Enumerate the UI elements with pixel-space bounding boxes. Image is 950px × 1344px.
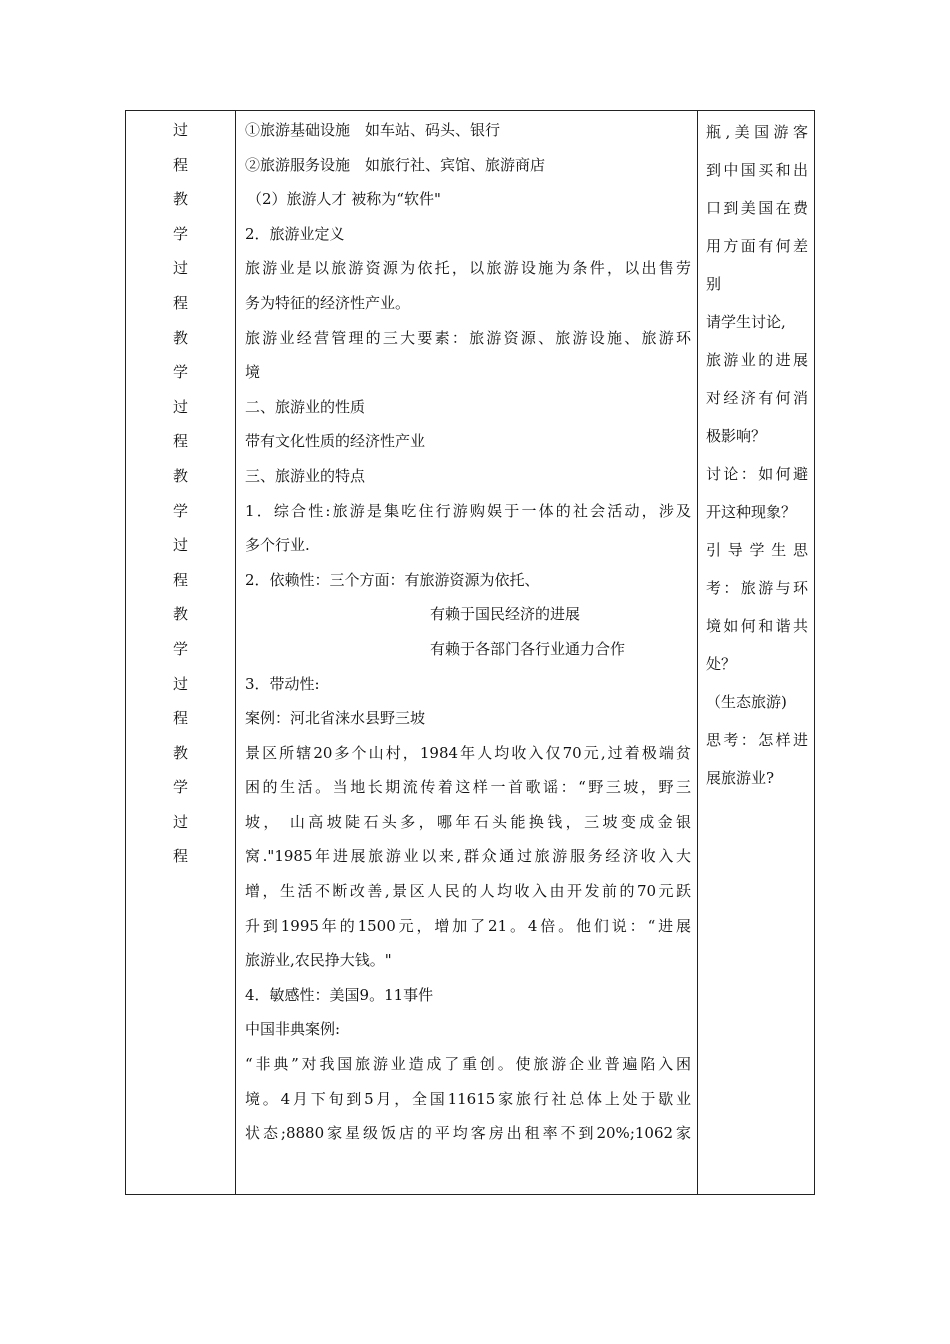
discussion-line: 境如何和谐共 xyxy=(706,617,808,635)
discussion-line: 讨论：如何避 xyxy=(706,465,808,483)
content-line: 案例：河北省涞水县野三坡 xyxy=(245,709,426,728)
label-char: 程 xyxy=(172,847,188,866)
section-heading: 二、旅游业的性质 xyxy=(245,397,366,416)
content-line: ②旅游服务设施 如旅行社、宾馆、旅游商店 xyxy=(245,155,546,174)
lesson-table xyxy=(125,110,815,1195)
label-char: 教 xyxy=(172,466,188,485)
label-char: 程 xyxy=(172,570,188,589)
content-line: 务为特征的经济性产业。 xyxy=(245,293,411,312)
label-char: 程 xyxy=(172,432,188,451)
label-char: 程 xyxy=(172,293,188,312)
content-line: 2．依赖性：三个方面：有旅游资源为依托、 xyxy=(245,570,540,589)
label-char: 过 xyxy=(172,536,188,555)
label-char: 教 xyxy=(172,190,188,209)
label-char: 过 xyxy=(172,121,188,139)
label-char: 过 xyxy=(172,397,188,416)
label-char: 学 xyxy=(172,501,188,520)
content-line: 多个行业. xyxy=(245,536,310,555)
discussion-line: 用方面有何差 xyxy=(706,237,808,255)
label-char: 学 xyxy=(172,639,188,658)
discussion-line: 请学生讨论, xyxy=(706,313,786,331)
content-line: 旅游业经营管理的三大要素：旅游资源、旅游设施、旅游环 xyxy=(245,328,691,347)
discussion-line: 开这种现象？ xyxy=(706,503,797,521)
content-line: 坡， 山高坡陡石头多，哪年石头能换钱，三坡变成金银 xyxy=(245,812,691,831)
content-line: 境。4月下旬到5月，全国11615家旅行社总体上处于歇业 xyxy=(245,1089,691,1108)
section-heading: 2．旅游业定义 xyxy=(245,224,345,243)
discussion-line: 到中国买和出 xyxy=(706,161,808,179)
content-line: 3．带动性: xyxy=(245,674,320,693)
content-line: “非典”对我国旅游业造成了重创。使旅游企业普遍陷入困 xyxy=(245,1055,691,1074)
label-char: 教 xyxy=(172,605,188,624)
discussion-line: 思考：怎样进 xyxy=(706,731,808,749)
vertical-label xyxy=(126,111,235,874)
content-line: 带有文化性质的经济性产业 xyxy=(245,432,426,451)
content-line: 增，生活不断改善,景区人民的人均收入由开发前的70元跃 xyxy=(245,882,691,901)
label-char: 学 xyxy=(172,778,188,797)
content-line: 1．综合性:旅游是集吃住行游购娱于一体的社会活动，涉及 xyxy=(245,501,691,520)
discussion-line: 别 xyxy=(706,275,722,293)
content-line: 困的生活。当地长期流传着这样一首歌谣：“野三坡，野三 xyxy=(245,778,691,797)
discussion-line: （生态旅游) xyxy=(706,693,787,711)
label-char: 学 xyxy=(172,363,188,382)
label-char: 程 xyxy=(172,709,188,728)
discussion-line: 瓶,美国游客 xyxy=(706,123,808,141)
discussion-column xyxy=(698,111,814,1194)
discussion-line: 展旅游业? xyxy=(706,769,775,787)
content-line: 4．敏感性：美国9。11事件 xyxy=(245,985,434,1004)
label-char: 程 xyxy=(172,155,188,174)
process-label-column xyxy=(126,111,236,1194)
label-char: 教 xyxy=(172,743,188,762)
content-line: 升到1995年的1500元，增加了21。4倍。他们说：“进展 xyxy=(245,916,691,935)
content-line: ①旅游基础设施 如车站、码头、银行 xyxy=(245,121,501,139)
content-line: 窝."1985年进展旅游业以来,群众通过旅游服务经济收入大 xyxy=(245,847,691,866)
content-line: 中国非典案例: xyxy=(245,1020,341,1039)
label-char: 过 xyxy=(172,259,188,278)
content-line: 旅游业,农民挣大钱。" xyxy=(245,951,392,970)
discussion-line: 旅游业的进展 xyxy=(706,351,808,369)
content-line: 有赖于各部门各行业通力合作 xyxy=(430,639,626,658)
content-line: 状态;8880家星级饭店的平均客房出租率不到20%;1062家 xyxy=(245,1124,691,1143)
discussion-line: 考：旅游与环 xyxy=(706,579,808,597)
content-line: 境 xyxy=(245,363,261,382)
content-line: 景区所辖20多个山村，1984年人均收入仅70元,过着极端贫 xyxy=(245,743,691,762)
discussion-line: 对经济有何消 xyxy=(706,389,808,407)
section-heading: 三、旅游业的特点 xyxy=(245,466,366,485)
content-line: （2）旅游人才 被称为“软件" xyxy=(247,190,441,209)
discussion-line: 口到美国在费 xyxy=(706,199,808,217)
discussion-line: 处？ xyxy=(706,655,737,673)
content-line: 有赖于国民经济的进展 xyxy=(430,605,581,624)
label-char: 教 xyxy=(172,328,188,347)
discussion-line: 极影响？ xyxy=(706,427,767,445)
label-char: 过 xyxy=(172,812,188,831)
label-char: 学 xyxy=(172,224,188,243)
content-line: 旅游业是以旅游资源为依托，以旅游设施为条件，以出售劳 xyxy=(245,259,691,278)
label-char: 过 xyxy=(172,674,188,693)
teaching-content-column xyxy=(236,111,698,1194)
discussion-line: 引导学生思 xyxy=(706,541,808,559)
